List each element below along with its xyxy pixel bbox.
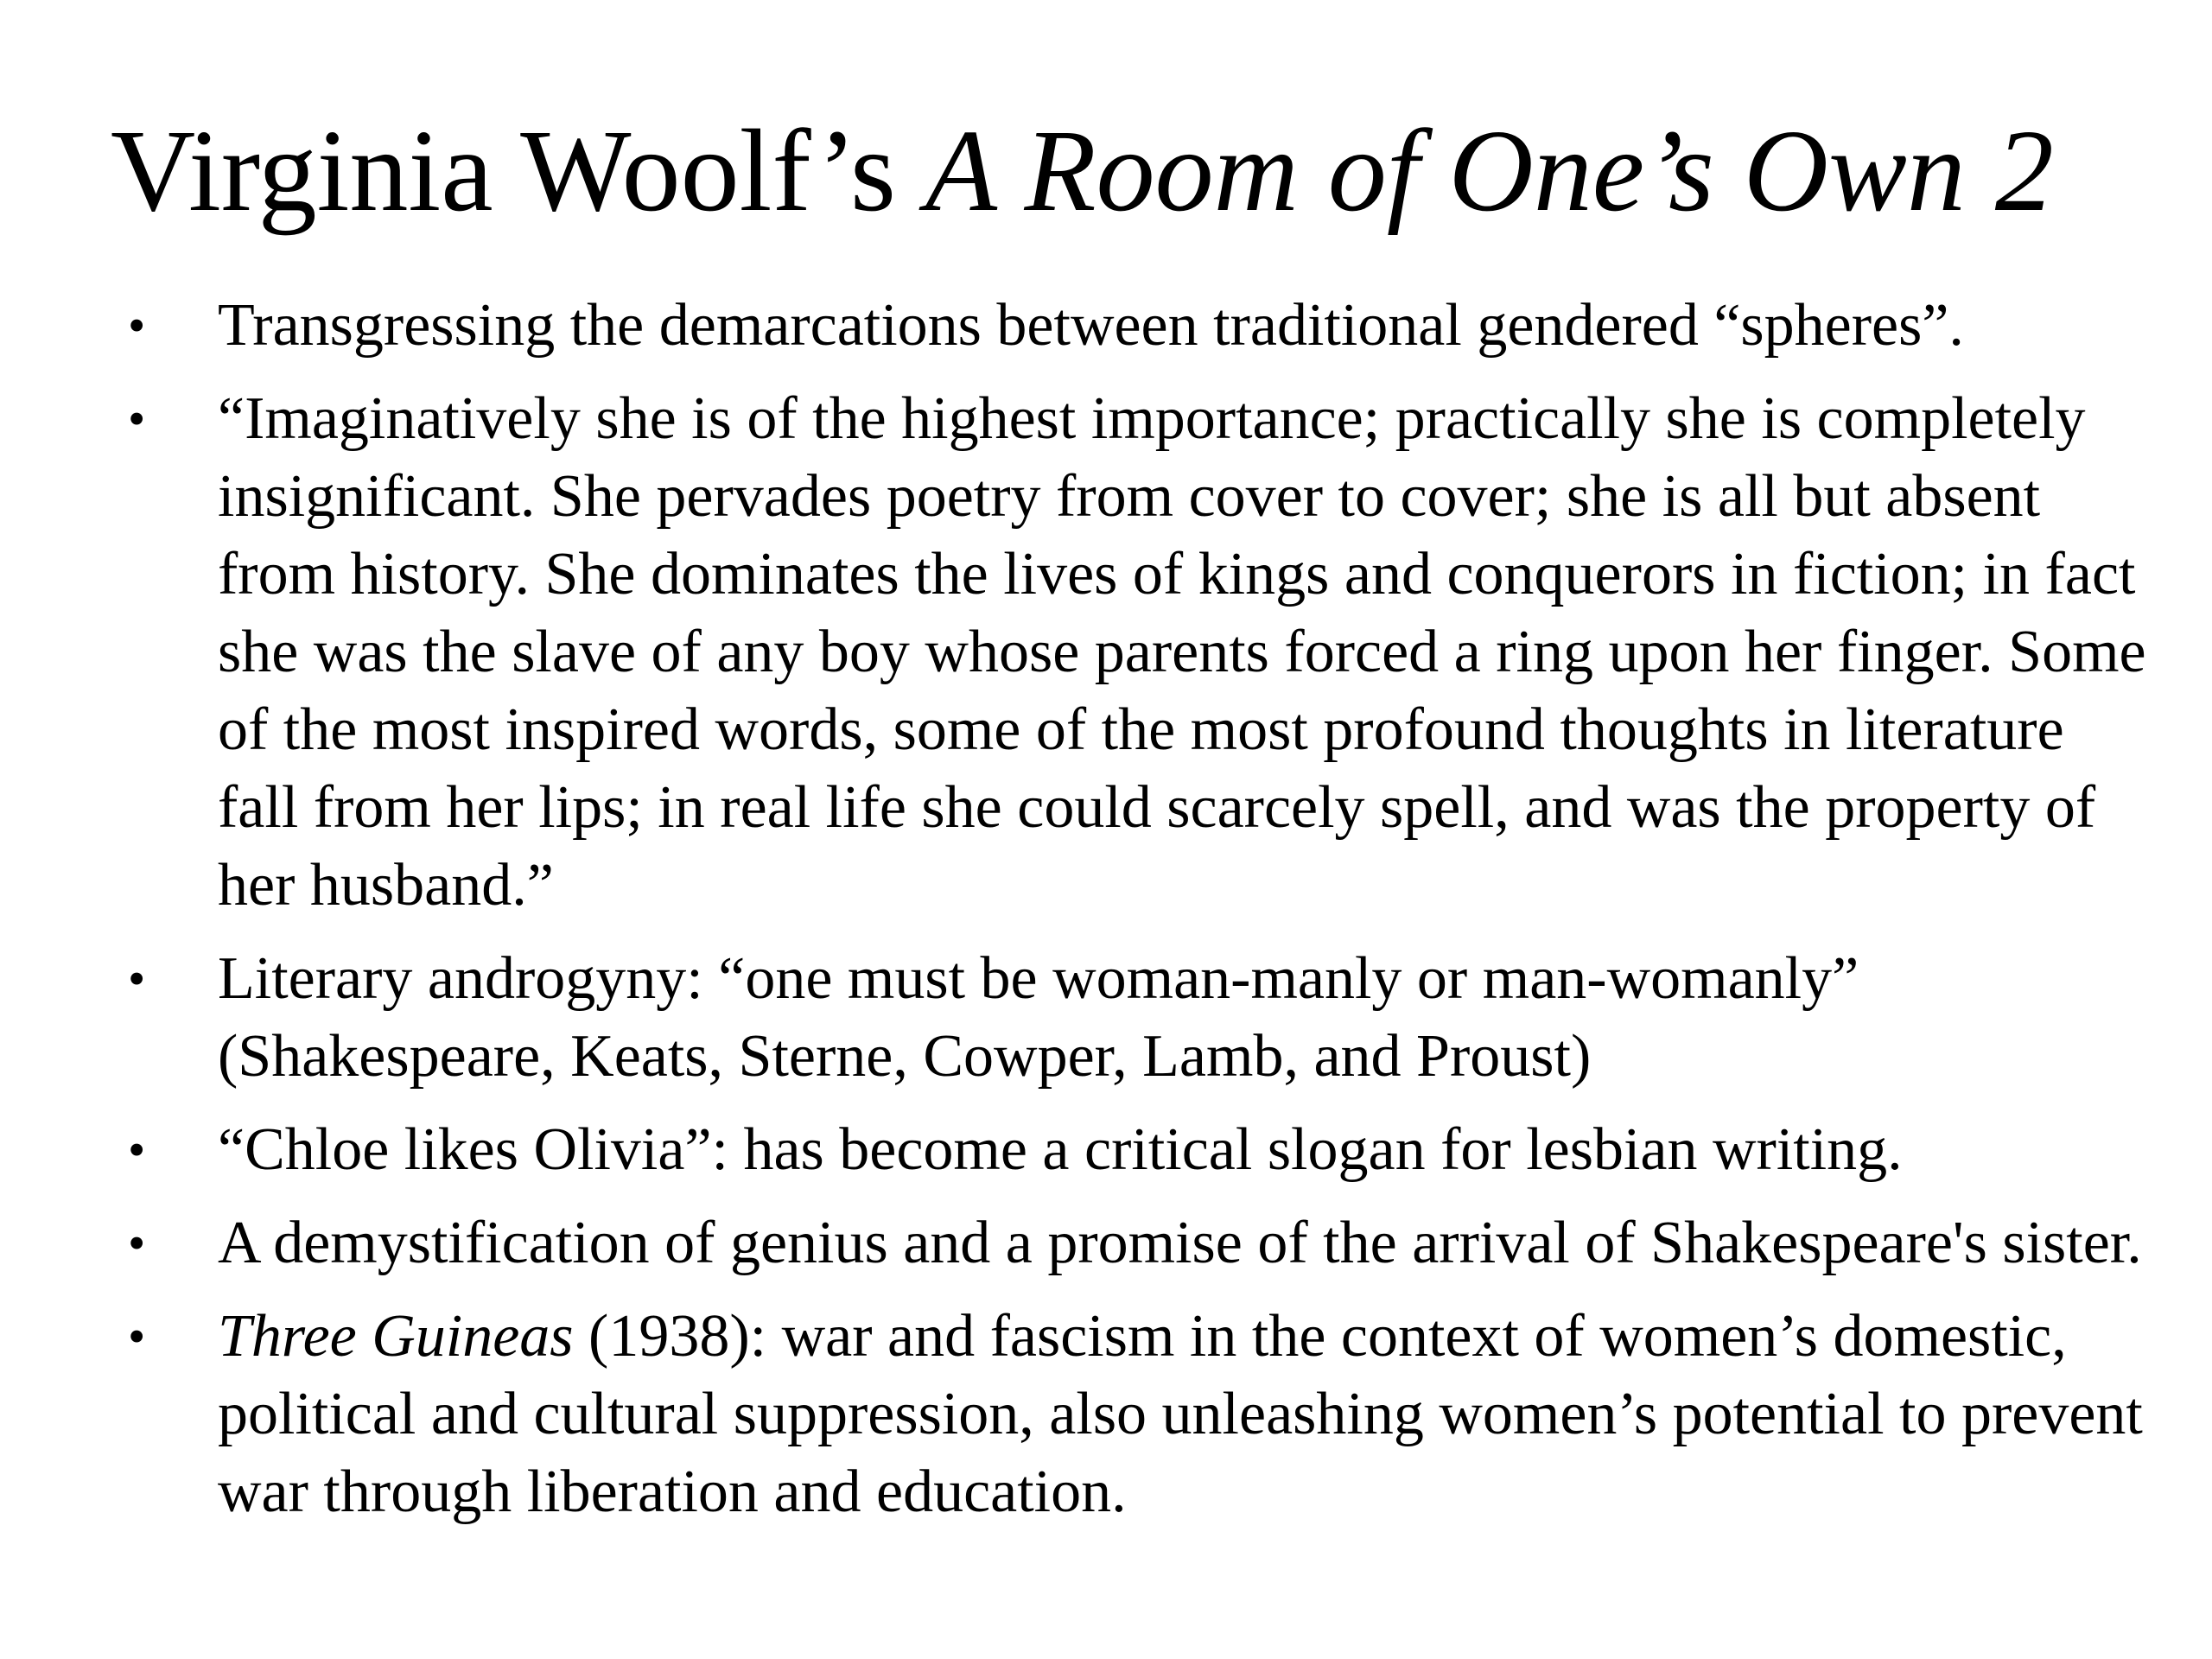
bullet-item [128, 380, 2150, 925]
bullet-dot: • [128, 1308, 146, 1364]
bullet-item [128, 287, 2150, 365]
bullet-text: Literary androgyny: “one must be woman-manly or man-womanly” (Shakespeare, Keats, Sterne, Cowper, Lamb, and Proust) [218, 945, 1859, 1090]
title-plain: Virginia Woolf’s [111, 106, 925, 236]
bullet-dot: • [128, 297, 146, 353]
slide-title [111, 102, 2054, 240]
bullet-text: “Chloe likes Olivia”: has become a critical slogan for lesbian writing. [218, 1116, 1903, 1183]
bullet-item [128, 1298, 2150, 1531]
bullet-dot: • [128, 1122, 146, 1178]
bullet-text: A demystification of genius and a promise of the arrival of Shakespeare's sister. [218, 1210, 2142, 1276]
bullet-dot: • [128, 391, 146, 447]
bullet-list [128, 287, 2150, 1547]
title-italic: A Room of One’s Own 2 [925, 106, 2054, 236]
bullet-text: “Imaginatively she is of the highest importance; practically she is completely insignificant. She pervades poetry from cover to cover; she is all but absent from history. She dominates the lives of kings and conquerors in fiction; in fact she was the slave of any boy whose parents forced a ring upon her finger. Some of the most inspired words, some of the most profound thoughts in literature fall from her lips; in real life she could scarcely spell, and was the property of her husband.” [218, 385, 2146, 918]
bullet-item [128, 940, 2150, 1096]
bullet-dot: • [128, 1215, 146, 1271]
bullet-text: (1938): war and fascism in the context of women’s domestic, political and cultural suppression, also unleashing women’s potential to prevent war through liberation and education. [218, 1303, 2143, 1525]
bullet-text: Transgressing the demarcations between traditional gendered “spheres”. [218, 292, 1964, 359]
bullet-dot: • [128, 950, 146, 1007]
bullet-item [128, 1205, 2150, 1282]
bullet-item [128, 1111, 2150, 1189]
bullet-italic-title: Three Guineas [218, 1303, 574, 1370]
